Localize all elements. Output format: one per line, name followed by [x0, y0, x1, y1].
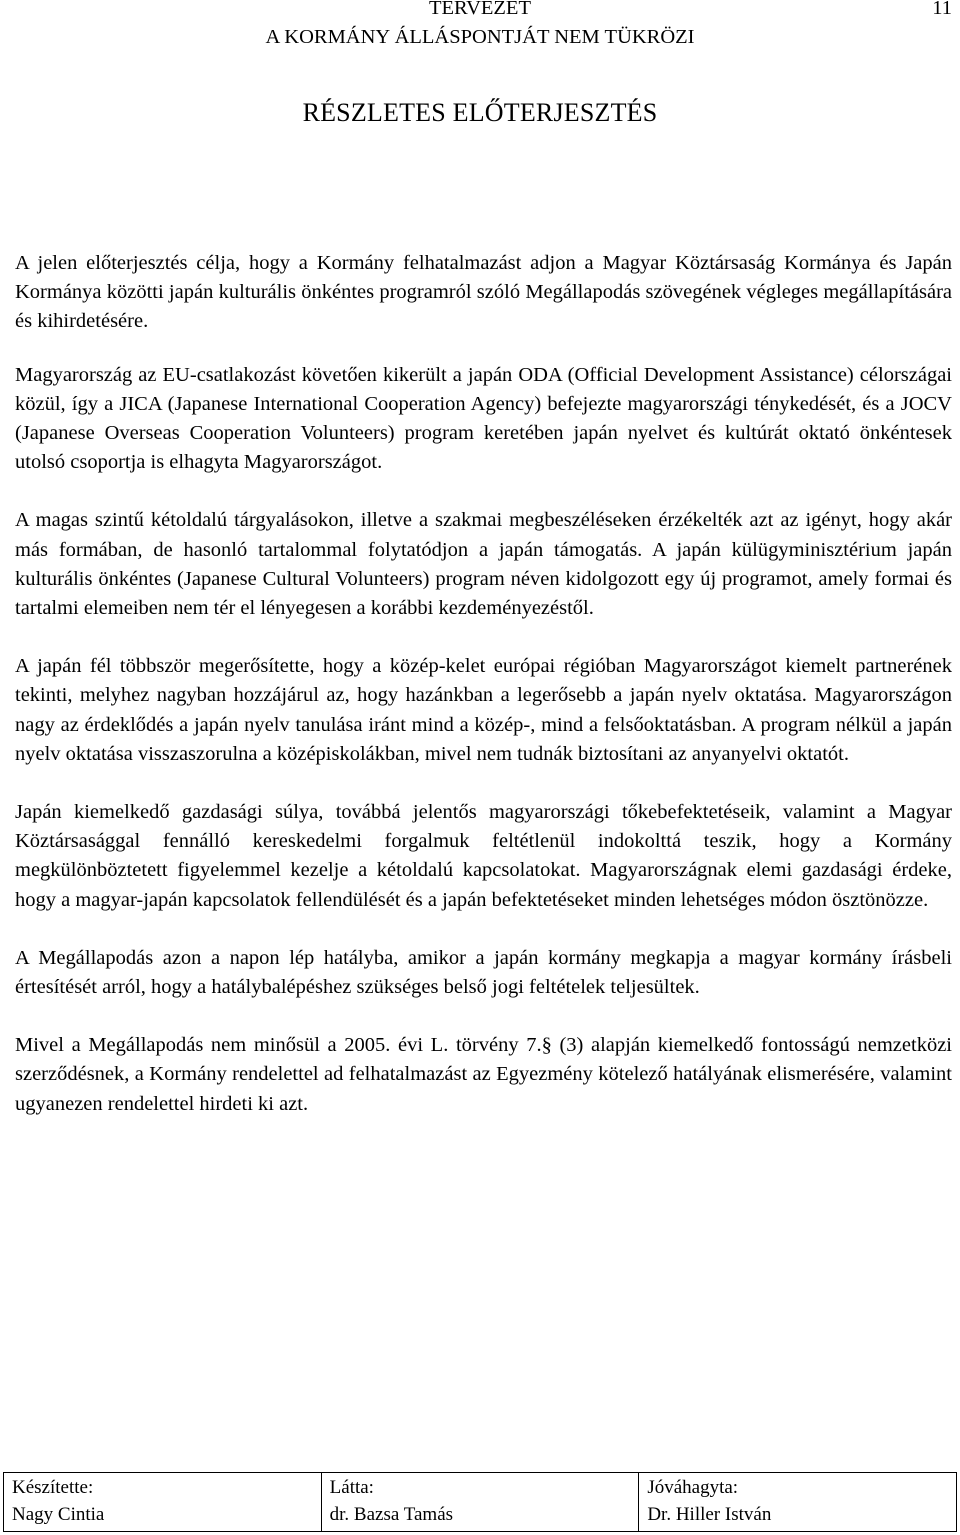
signature-name: Nagy Cintia — [12, 1504, 105, 1525]
signature-reviewed-by — [321, 1473, 639, 1532]
paragraph-purpose: A jelen előterjesztés célja, hogy a Kormány felhatalmazást adjon a Magyar Köztársaság Kormánya és Japán Kormánya közötti japán kulturális önkéntes programról szóló Megállapodás szövegének végleges megállapítására és kihirdetésére. — [15, 252, 952, 333]
signature-name: dr. Bazsa Tamás — [329, 1504, 454, 1525]
signature-table — [3, 1472, 957, 1532]
page-number: 11 — [932, 0, 952, 19]
draft-label: TERVEZET — [429, 0, 531, 19]
paragraph-legal-basis: Mivel a Megállapodás nem minősül a 2005. évi L. törvény 7.§ (3) alapján kiemelkedő fontosságú nemzetközi szerződésnek, a Kormány rendelettel ad felhatalmazást az Egyezmény kötelező hatályának elismerésére, valamint ugyanezen rendelettel hirdeti ki azt. — [15, 1034, 952, 1115]
signature-prepared-by — [4, 1473, 322, 1532]
signature-approved-by — [639, 1473, 957, 1532]
document-title: RÉSZLETES ELŐTERJESZTÉS — [302, 98, 658, 127]
paragraph-language-education: A japán fél többször megerősítette, hogy a közép-kelet európai régióban Magyarországot kiemelt partnerének tekinti, melyhez nagyban hozzájárul az, hogy hazánkban a legerősebb a japán nyelv oktatása. Magyarországon nagy az érdeklődés a japán nyelv tanulása iránt mind a közép-, mind a felsőoktatásban. A program nélkül a japán nyelv oktatása visszaszorulna a középiskolákban, mivel nem tudnák biztosítani az anyanyelvi oktatót. — [15, 655, 952, 765]
signature-name: Dr. Hiller István — [647, 1504, 772, 1525]
paragraph-economic: Japán kiemelkedő gazdasági súlya, továbbá jelentős magyarországi tőkebefektetéseik, valamint a Magyar Köztársasággal fennálló kereskedelmi forgalmuk feltétlenül indokolttá teszik, hogy a Kormány megkülönböztetett figyelemmel kezelje a kétoldalú kapcsolatokat. Magyarországnak elemi gazdasági érdeke, hogy a magyar-japán kapcsolatok fellendülését és a japán befektetéseket minden lehetséges módon ösztönözze. — [15, 801, 952, 911]
signature-row — [4, 1473, 957, 1532]
disclaimer: A KORMÁNY ÁLLÁSPONTJÁT NEM TÜKRÖZI — [265, 26, 695, 48]
signature-role: Készítette: — [12, 1477, 94, 1498]
signature-role: Látta: — [329, 1477, 374, 1498]
signature-role: Jóváhagyta: — [647, 1477, 739, 1498]
paragraph-background: Magyarország az EU-csatlakozást követően kikerült a japán ODA (Official Development Assistance) célországai közül, így a JICA (Japanese International Cooperation Agency) befejezte magyarországi ténykedését, és a JOCV (Japanese Overseas Cooperation Volunteers) program keretében japán nyelvet és kultúrát oktató önkéntesek utolsó csoportja is elhagyta Magyarországot. — [15, 363, 952, 474]
paragraph-entry-into-force: A Megállapodás azon a napon lép hatályba, amikor a japán kormány megkapja a magyar kormány írásbeli értesítését arról, hogy a hatálybalépéshez szükséges belső jogi feltételek teljesültek. — [15, 946, 952, 999]
paragraph-negotiations: A magas szintű kétoldalú tárgyalásokon, illetve a szakmai megbeszéléseken érzékelték azt az igényt, hogy akár más formában, de hasonló tartalommal folytatódjon a japán támogatás. A japán külügyminisztérium japán kulturális önkéntes (Japanese Cultural Volunteers) program néven kidolgozott egy új programot, amely formai és tartalmi elemeiben nem tér el lényegesen a korábbi kezdeményezéstől. — [15, 509, 952, 620]
document-body — [15, 249, 952, 1148]
page-header — [0, 0, 960, 52]
